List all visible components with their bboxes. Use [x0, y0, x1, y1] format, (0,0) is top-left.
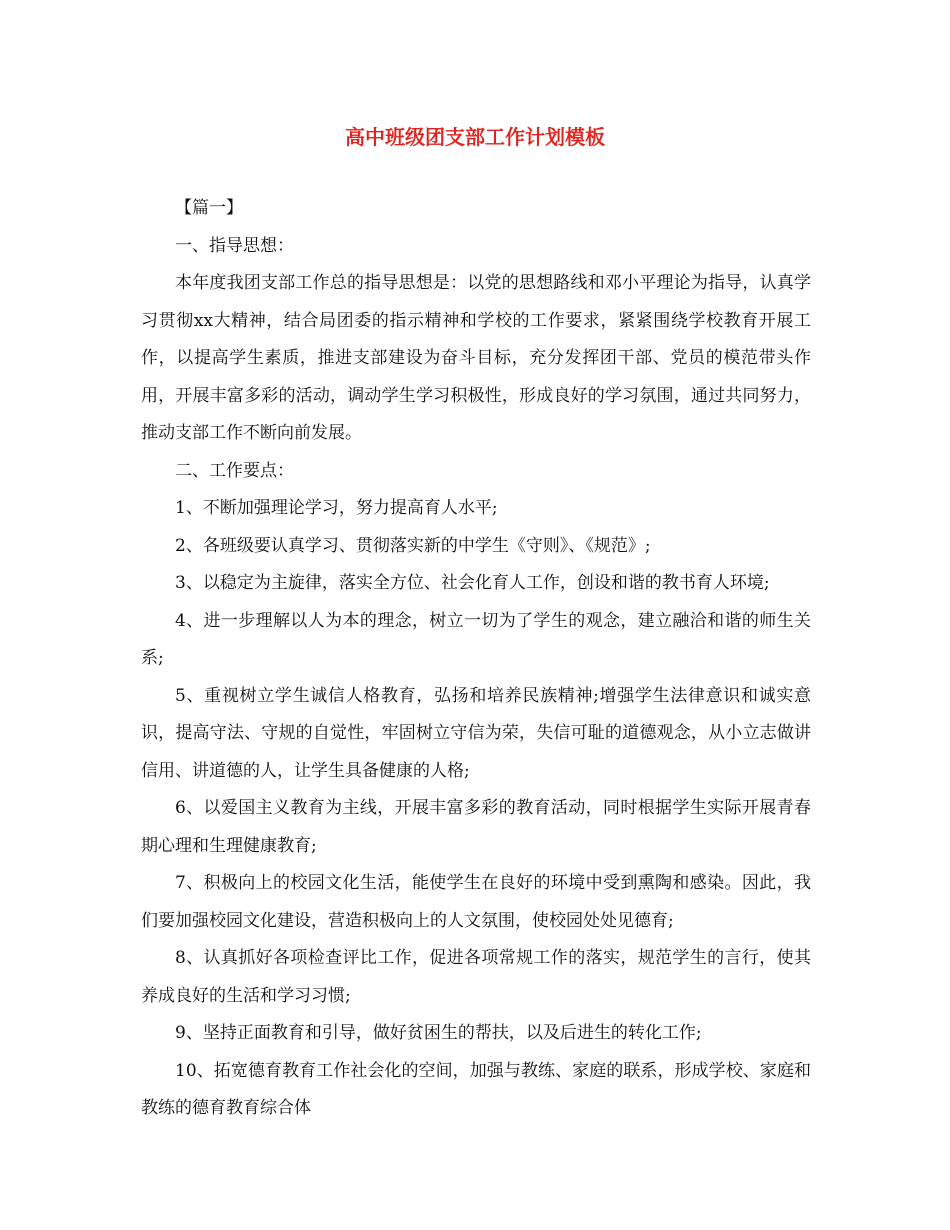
list-item: 7、积极向上的校园文化生活，能使学生在良好的环境中受到熏陶和感染。因此，我们要加强校园文化建设，营造积极向上的人文氛围，使校园处处见德育; [141, 873, 811, 931]
list-item: 6、以爱国主义教育为主线，开展丰富多彩的教育活动，同时根据学生实际开展青春期心理和生理健康教育; [141, 798, 811, 856]
document-body [141, 190, 811, 1128]
list-item: 9、坚持正面教育和引导，做好贫困生的帮扶，以及后进生的转化工作; [175, 1023, 702, 1043]
document-title: 高中班级团支部工作计划模板 [345, 125, 605, 149]
list-item: 10、拓宽德育教育工作社会化的空间，加强与教练、家庭的联系，形成学校、家庭和教练的德育教育综合体 [141, 1060, 811, 1118]
list-item: 1、不断加强理论学习，努力提高育人水平; [175, 498, 498, 518]
list-item: 8、认真抓好各项检查评比工作，促进各项常规工作的落实，规范学生的言行，使其养成良好的生活和学习习惯; [141, 948, 811, 1006]
section-heading: 【篇一】 [175, 198, 243, 218]
list-item: 5、重视树立学生诚信人格教育，弘扬和培养民族精神;增强学生法律意识和诚实意识，提高守法、守规的自觉性，牢固树立守信为荣，失信可耻的道德观念，从小立志做讲信用、讲道德的人，让学生具备健康的人格; [141, 685, 811, 781]
list-item: 4、进一步理解以人为本的理念，树立一切为了学生的观念，建立融洽和谐的师生关系; [141, 610, 811, 668]
subsection-heading: 二、工作要点： [175, 460, 294, 481]
list-item: 2、各班级要认真学习、贯彻落实新的中学生《守则》、《规范》; [175, 535, 651, 556]
subsection-heading: 一、指导思想： [175, 235, 294, 256]
list-item: 3、以稳定为主旋律，落实全方位、社会化育人工作，创设和谐的教书育人环境; [175, 573, 770, 593]
paragraph: 本年度我团支部工作总的指导思想是：以党的思想路线和邓小平理论为指导，认真学习贯彻xx大精神，结合局团委的指示精神和学校的工作要求，紧紧围绕学校教育开展工作，以提高学生素质，推进支部建设为奋斗目标，充分发挥团干部、党员的模范带头作用，开展丰富多彩的活动，调动学生学习积极性，形成良好的学习氛围，通过共同努力，推动支部工作不断向前发展。 [141, 273, 811, 443]
